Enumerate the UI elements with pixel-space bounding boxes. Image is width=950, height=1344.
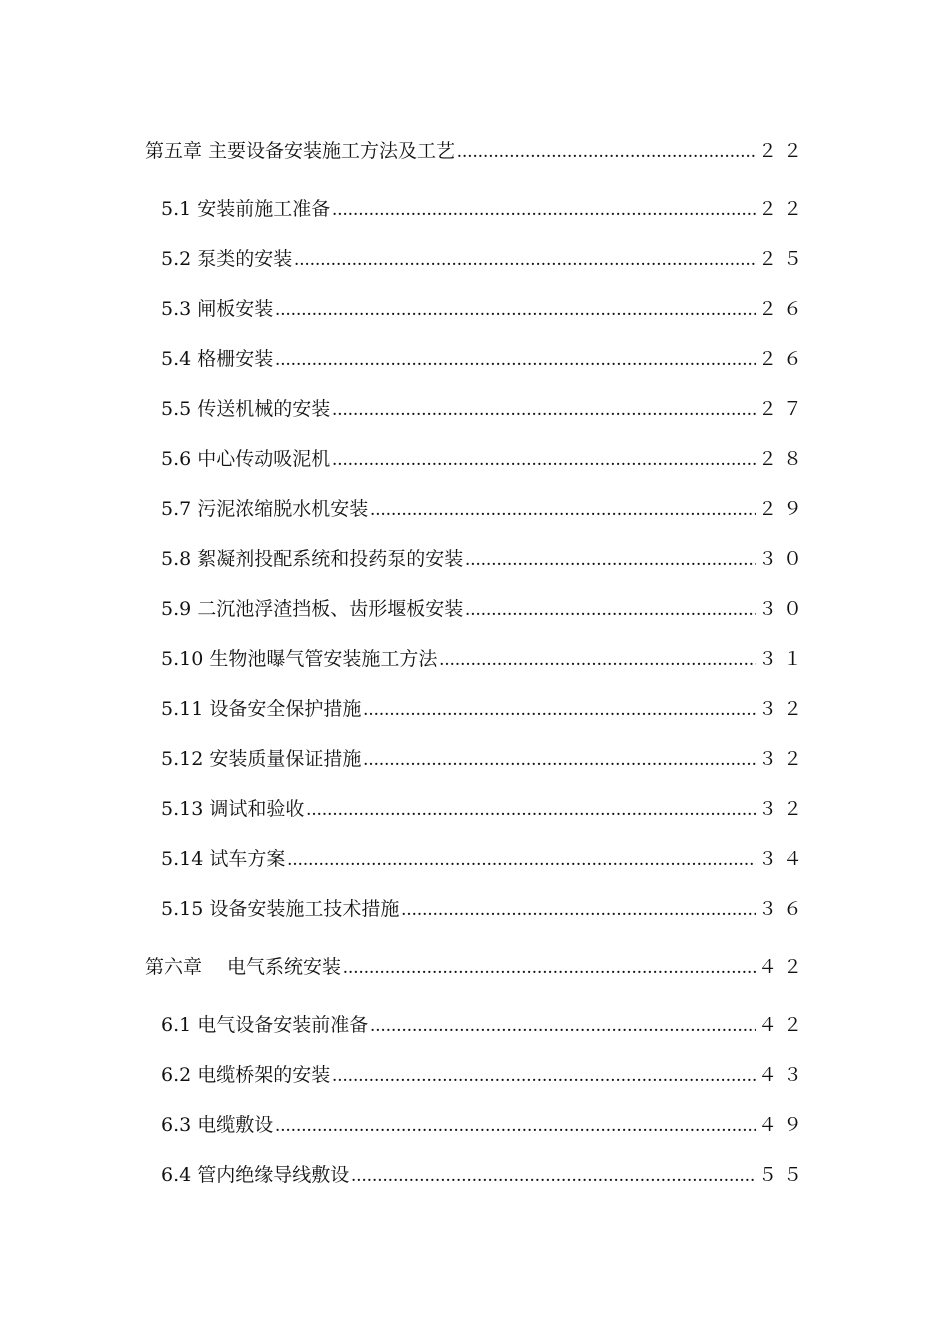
toc-entry-label: 5.13 调试和验收	[161, 798, 305, 820]
toc-section-entry[interactable]	[161, 196, 808, 223]
toc-section-entry[interactable]	[161, 846, 808, 873]
toc-section-entry[interactable]	[161, 796, 808, 823]
dot-leader	[439, 647, 756, 673]
toc-section-entry[interactable]	[161, 1012, 808, 1039]
dot-leader	[363, 747, 756, 773]
toc-entry-label: 第六章 电气系统安装	[145, 956, 342, 978]
dot-leader	[275, 347, 756, 373]
toc-section-entry[interactable]	[161, 396, 808, 423]
dot-leader	[275, 297, 756, 323]
toc-page-number: ４３	[757, 1064, 808, 1086]
dot-leader	[363, 697, 756, 723]
toc-section-entry[interactable]	[161, 296, 808, 323]
toc-entry-label: 6.2 电缆桥架的安装	[161, 1064, 331, 1086]
toc-page-number: ３２	[757, 798, 808, 820]
toc-section-entry[interactable]	[161, 1112, 808, 1139]
dot-leader	[401, 897, 756, 923]
toc-page-number: ４２	[757, 956, 808, 978]
toc-page-number: ２８	[757, 448, 808, 470]
toc-page-number: ３４	[757, 848, 808, 870]
toc-entry-label: 5.10 生物池曝气管安装施工方法	[161, 648, 438, 670]
toc-entry-label: 5.1 安装前施工准备	[161, 198, 331, 220]
toc-page-number: ４２	[757, 1014, 808, 1036]
toc-chapter-entry[interactable]	[145, 954, 808, 981]
toc-page-number: ３２	[757, 748, 808, 770]
toc-entry-label: 6.1 电气设备安装前准备	[161, 1014, 369, 1036]
toc-page-number: ２２	[757, 140, 808, 162]
toc-page-number: ２７	[757, 398, 808, 420]
toc-entry-label: 5.15 设备安装施工技术措施	[161, 898, 400, 920]
dot-leader	[294, 247, 756, 273]
toc-page-number: ５５	[757, 1164, 808, 1186]
toc-page-number: ３２	[757, 698, 808, 720]
dot-leader	[287, 847, 756, 873]
dot-leader	[465, 547, 756, 573]
toc-entry-label: 5.2 泵类的安装	[161, 248, 293, 270]
dot-leader	[351, 1163, 756, 1189]
toc-entry-label: 5.9 二沉池浮渣挡板、齿形堰板安装	[161, 598, 464, 620]
dot-leader	[465, 597, 756, 623]
toc-page-number: ２９	[757, 498, 808, 520]
toc-page-number: ３１	[757, 648, 808, 670]
toc-section-entry[interactable]	[161, 246, 808, 273]
toc-section-entry[interactable]	[161, 1062, 808, 1089]
toc-entry-label: 6.3 电缆敷设	[161, 1114, 274, 1136]
toc-section-entry[interactable]	[161, 746, 808, 773]
toc-page-number: ２２	[757, 198, 808, 220]
toc-entry-label: 5.6 中心传动吸泥机	[161, 448, 331, 470]
toc-page-number: ３６	[757, 898, 808, 920]
toc-section-entry[interactable]	[161, 646, 808, 673]
toc-entry-label: 5.7 污泥浓缩脱水机安装	[161, 498, 369, 520]
toc-page-number: ２６	[757, 298, 808, 320]
dot-leader	[370, 1013, 756, 1039]
dot-leader	[332, 197, 756, 223]
toc-section-entry[interactable]	[161, 546, 808, 573]
toc-page-number: ４９	[757, 1114, 808, 1136]
toc-entry-label: 5.8 絮凝剂投配系统和投药泵的安装	[161, 548, 464, 570]
toc-section-entry[interactable]	[161, 896, 808, 923]
dot-leader	[306, 797, 756, 823]
dot-leader	[370, 497, 756, 523]
toc-section-entry[interactable]	[161, 696, 808, 723]
toc-section-entry[interactable]	[161, 596, 808, 623]
dot-leader	[332, 447, 756, 473]
toc-entry-label: 5.4 格栅安装	[161, 348, 274, 370]
toc-entry-label: 5.5 传送机械的安装	[161, 398, 331, 420]
toc-entry-label: 5.12 安装质量保证措施	[161, 748, 362, 770]
toc-section-entry[interactable]	[161, 1162, 808, 1189]
toc-entry-label: 5.11 设备安全保护措施	[161, 698, 362, 720]
dot-leader	[275, 1113, 756, 1139]
dot-leader	[343, 955, 756, 981]
dot-leader	[332, 397, 756, 423]
toc-section-entry[interactable]	[161, 346, 808, 373]
toc-page-number: ２５	[757, 248, 808, 270]
toc-entry-label: 第五章 主要设备安装施工方法及工艺	[145, 140, 456, 162]
toc-page-number: ３０	[757, 548, 808, 570]
toc-entry-label: 5.3 闸板安装	[161, 298, 274, 320]
toc-section-entry[interactable]	[161, 446, 808, 473]
toc-section-entry[interactable]	[161, 496, 808, 523]
toc-page-number: ３０	[757, 598, 808, 620]
toc-entry-label: 6.4 管内绝缘导线敷设	[161, 1164, 350, 1186]
toc-chapter-entry[interactable]	[145, 138, 808, 165]
toc-entry-label: 5.14 试车方案	[161, 848, 286, 870]
dot-leader	[457, 139, 756, 165]
dot-leader	[332, 1063, 756, 1089]
toc-page-number: ２６	[757, 348, 808, 370]
